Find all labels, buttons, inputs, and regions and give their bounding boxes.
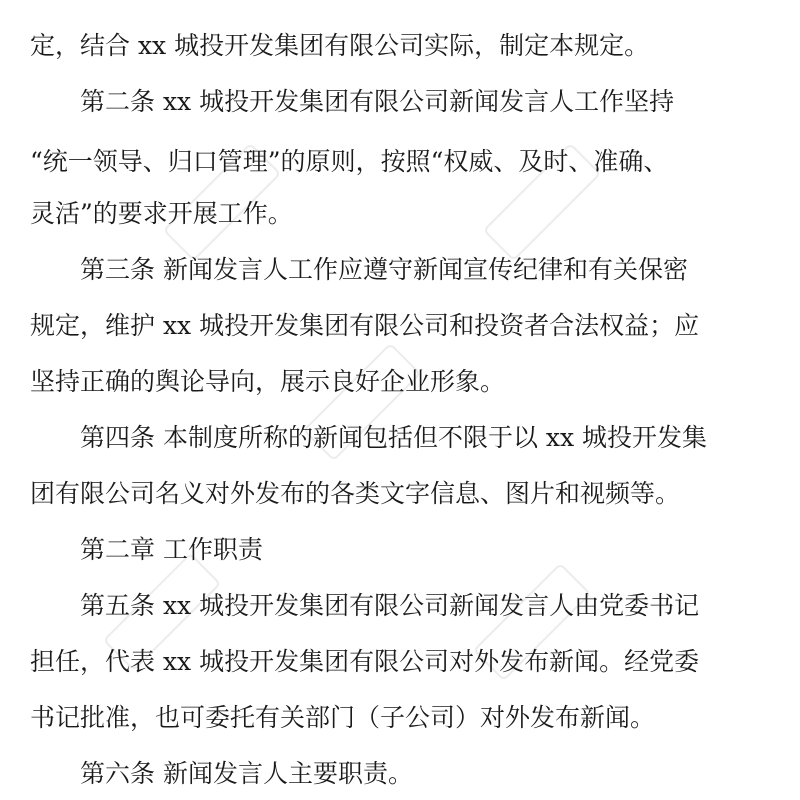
article-6-heading-line: 第六条 新闻发言人主要职责。: [80, 759, 413, 788]
text-line-3: “统一领导、归口管理”的原则，按照“权威、及时、准确、: [30, 147, 669, 176]
text-line-7: 坚持正确的舆论导向，展示良好企业形象。: [30, 367, 506, 396]
chapter-2-title: 第二章 工作职责: [80, 535, 263, 564]
article-2-heading-line: 第二条 xx 城投开发集团有限公司新闻发言人工作坚持: [80, 87, 675, 116]
text-line-13: 书记批准，也可委托有关部门（子公司）对外发布新闻。: [30, 703, 656, 732]
text-line-4: 灵活”的要求开展工作。: [30, 199, 293, 228]
text-line-9: 团有限公司名义对外发布的各类文字信息、图片和视频等。: [30, 479, 681, 508]
text-line-6: 规定，维护 xx 城投开发集团有限公司和投资者合法权益；应: [30, 311, 700, 340]
text-line-12: 担任，代表 xx 城投开发集团有限公司对外发布新闻。经党委: [30, 647, 700, 676]
article-3-heading-line: 第三条 新闻发言人工作应遵守新闻宣传纪律和有关保密: [80, 255, 688, 284]
article-5-heading-line: 第五条 xx 城投开发集团有限公司新闻发言人由党委书记: [80, 591, 700, 620]
text-line-1: 定，结合 xx 城投开发集团有限公司实际，制定本规定。: [30, 31, 650, 60]
article-4-heading-line: 第四条 本制度所称的新闻包括但不限于以 xx 城投开发集: [80, 423, 708, 452]
